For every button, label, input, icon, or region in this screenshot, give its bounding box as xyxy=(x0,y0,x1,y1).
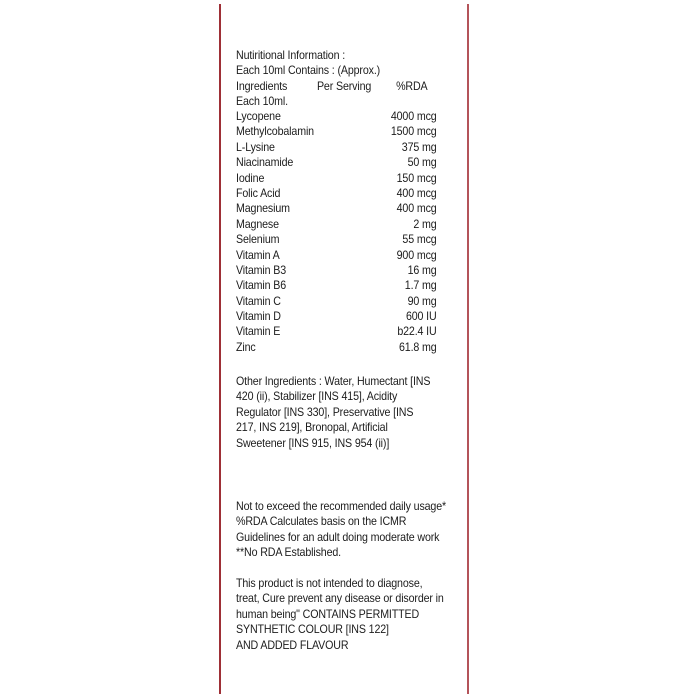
nutrient-amount: 50 mg xyxy=(407,156,437,170)
disclaimer xyxy=(236,576,468,653)
nutrient-amount: 90 mg xyxy=(407,294,437,308)
nutrient-name: Vitamin D xyxy=(236,310,281,324)
nutrient-row xyxy=(236,171,437,186)
nutrient-row xyxy=(236,140,437,155)
nutrient-amount: 55 mcg xyxy=(402,233,437,247)
nutrient-table xyxy=(236,109,468,355)
note-line: Guidelines for an adult doing moderate work xyxy=(236,530,440,544)
nutrient-amount: 600 IU xyxy=(405,310,437,324)
nutrient-amount: 16 mg xyxy=(407,263,437,277)
nutrient-name: Methylcobalamin xyxy=(236,125,314,139)
panel-left-border xyxy=(219,4,221,694)
nutrient-row xyxy=(236,278,437,293)
serving-contains: Each 10ml Contains : (Approx.) xyxy=(236,64,381,78)
nutrient-amount: 400 mcg xyxy=(396,202,437,216)
nutrient-amount: b22.4 IU xyxy=(397,325,437,339)
nutrient-name: Magnesium xyxy=(236,202,290,216)
nutrient-amount: 1.7 mg xyxy=(404,279,437,293)
nutrient-row xyxy=(236,263,437,278)
nutrient-amount: 375 mg xyxy=(401,140,437,154)
nutrition-header xyxy=(236,48,468,110)
nutrient-name: Iodine xyxy=(236,171,265,185)
other-ingredients-line: Other Ingredients : Water, Humectant [INS xyxy=(236,375,431,388)
disclaimer-line: human being" CONTAINS PERMITTED xyxy=(236,607,420,621)
nutrient-row xyxy=(236,155,437,170)
usage-notes xyxy=(236,499,468,561)
nutrient-row xyxy=(236,340,437,355)
nutrient-name: Folic Acid xyxy=(236,186,281,200)
nutrient-amount: 400 mcg xyxy=(396,186,437,200)
nutrient-name: Magnese xyxy=(236,217,279,231)
nutrient-name: Vitamin B3 xyxy=(236,263,287,277)
nutrient-amount: 1500 mcg xyxy=(390,125,437,139)
nutrient-name: Lycopene xyxy=(236,110,281,123)
col-per-serving: Per Serving xyxy=(316,79,372,93)
nutrient-amount: 900 mcg xyxy=(396,248,437,262)
disclaimer-line: treat, Cure prevent any disease or disorder in xyxy=(236,592,444,606)
other-ingredients-line: 217, INS 219], Bronopal, Artificial xyxy=(236,421,388,435)
nutrient-row xyxy=(236,294,437,309)
nutrient-row xyxy=(236,309,437,324)
nutrient-row xyxy=(236,201,437,216)
nutrient-amount: 2 mg xyxy=(413,217,437,231)
note-line: %RDA Calculates basis on the ICMR xyxy=(236,515,407,529)
nutrient-row xyxy=(236,217,437,232)
nutrient-name: Vitamin E xyxy=(236,325,281,339)
column-header-row xyxy=(236,79,468,94)
nutrient-row xyxy=(236,232,437,247)
disclaimer-line: This product is not intended to diagnose, xyxy=(236,577,423,590)
nutrient-name: Zinc xyxy=(236,340,256,354)
nutrient-amount: 150 mcg xyxy=(396,171,437,185)
other-ingredients xyxy=(236,374,468,451)
note-line: **No RDA Established. xyxy=(236,546,342,560)
nutrient-row xyxy=(236,186,437,201)
note-line: Not to exceed the recommended daily usage* xyxy=(236,500,447,513)
col-rda: %RDA xyxy=(396,79,428,93)
nutrient-name: Selenium xyxy=(236,233,280,247)
disclaimer-line: AND ADDED FLAVOUR xyxy=(236,638,349,652)
nutrient-row xyxy=(236,248,437,263)
nutrient-row xyxy=(236,109,437,124)
nutrition-title: Nutiritional Information : xyxy=(236,49,346,62)
serving-each: Each 10ml. xyxy=(236,95,288,109)
nutrient-name: L-Lysine xyxy=(236,140,275,154)
nutrient-row xyxy=(236,324,437,339)
nutrient-amount: 4000 mcg xyxy=(390,110,437,123)
disclaimer-line: SYNTHETIC COLOUR [INS 122] xyxy=(236,623,389,637)
nutrient-name: Niacinamide xyxy=(236,156,294,170)
nutrient-amount: 61.8 mg xyxy=(398,340,437,354)
col-ingredients: Ingredients xyxy=(236,79,288,93)
nutrient-name: Vitamin B6 xyxy=(236,279,287,293)
nutrient-name: Vitamin C xyxy=(236,294,281,308)
other-ingredients-line: Sweetener [INS 915, INS 954 (ii)] xyxy=(236,436,390,450)
other-ingredients-line: 420 (ii), Stabilizer [INS 415], Acidity xyxy=(236,390,398,404)
other-ingredients-line: Regulator [INS 330], Preservative [INS xyxy=(236,405,414,419)
nutrient-name: Vitamin A xyxy=(236,248,280,262)
nutrient-row xyxy=(236,124,437,139)
